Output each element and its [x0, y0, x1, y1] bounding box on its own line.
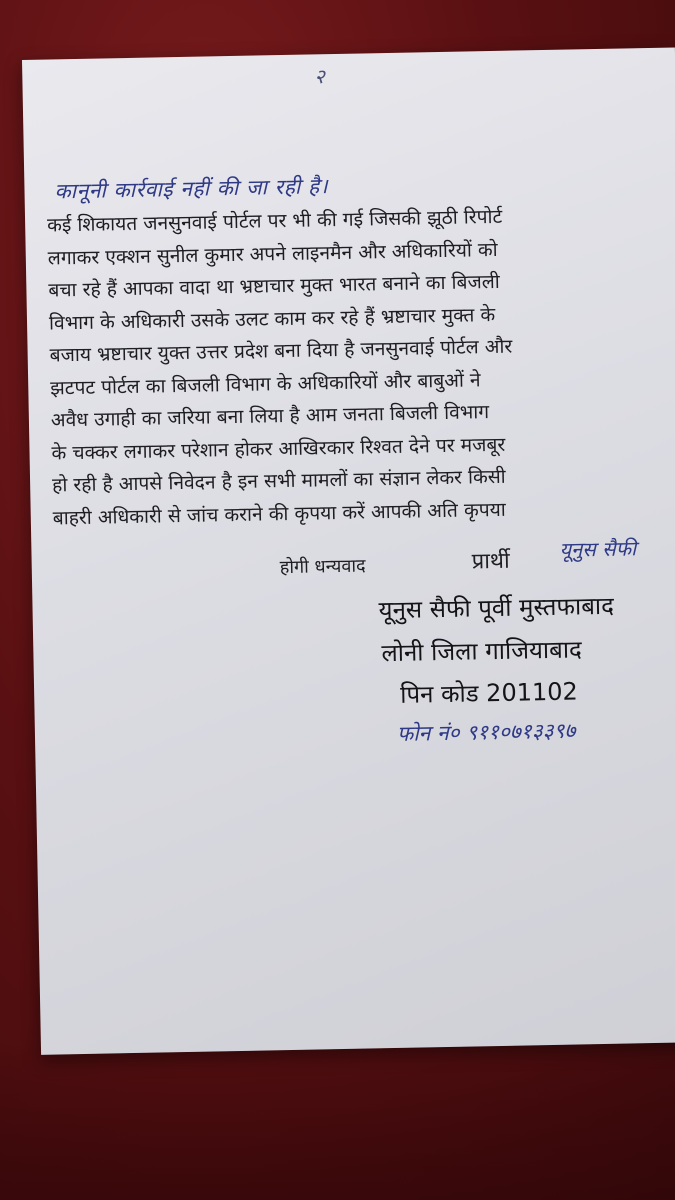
closing-text: होगी धन्यवाद	[279, 555, 366, 579]
body-line: बाहरी अधिकारी से जांच कराने की कृपया करें आपकी अति कृपया	[52, 497, 506, 529]
body-line: लगाकर एक्शन सुनील कुमार अपने लाइनमैन और अधिकारियों को	[47, 237, 498, 270]
body-line: विभाग के अधिकारी उसके उलट काम कर रहे हैं भ्रष्टाचार मुक्त के	[48, 302, 496, 335]
body-line: के चक्कर लगाकर परेशान होकर आखिरकार रिश्वत देने पर मजबूर	[51, 432, 506, 465]
body-line: बचा रहे हैं आपका वादा था भ्रष्टाचार मुक्त भारत बनाने का बिजली	[48, 269, 500, 302]
applicant-label: प्रार्थी	[471, 548, 510, 575]
phone-number: फोन नं० ९११०७१३३९७	[396, 718, 576, 746]
letter-body	[47, 198, 669, 535]
body-line: हो रही है आपसे निवेदन है इन सभी मामलों का संज्ञान लेकर किसी	[51, 464, 506, 497]
address-line-district: लोनी जिला गाजियाबाद	[381, 635, 583, 668]
body-line: अवैध उगाही का जरिया बना लिया है आम जनता बिजली विभाग	[50, 400, 490, 432]
handwritten-line: कानूनी कार्रवाई नहीं की जा रही है।	[54, 174, 329, 204]
body-line: बजाय भ्रष्टाचार युक्त उत्तर प्रदेश बना दिया है जनसुनवाई पोर्टल और	[49, 334, 513, 367]
signature: यूनुस सैफी	[559, 536, 637, 562]
body-line: कई शिकायत जनसुनवाई पोर्टल पर भी की गई जिसकी झूठी रिपोर्ट	[46, 204, 503, 237]
letter-page	[22, 47, 675, 1054]
background-cloth	[0, 1040, 675, 1200]
address-line-name: यूनुस सैफी पूर्वी मुस्तफाबाद	[378, 591, 615, 625]
address-line-pincode: पिन कोड 201102	[399, 677, 579, 709]
body-line: झटपट पोर्टल का बिजली विभाग के अधिकारियों और बाबुओं ने	[50, 367, 481, 400]
page-number: २	[314, 64, 326, 89]
